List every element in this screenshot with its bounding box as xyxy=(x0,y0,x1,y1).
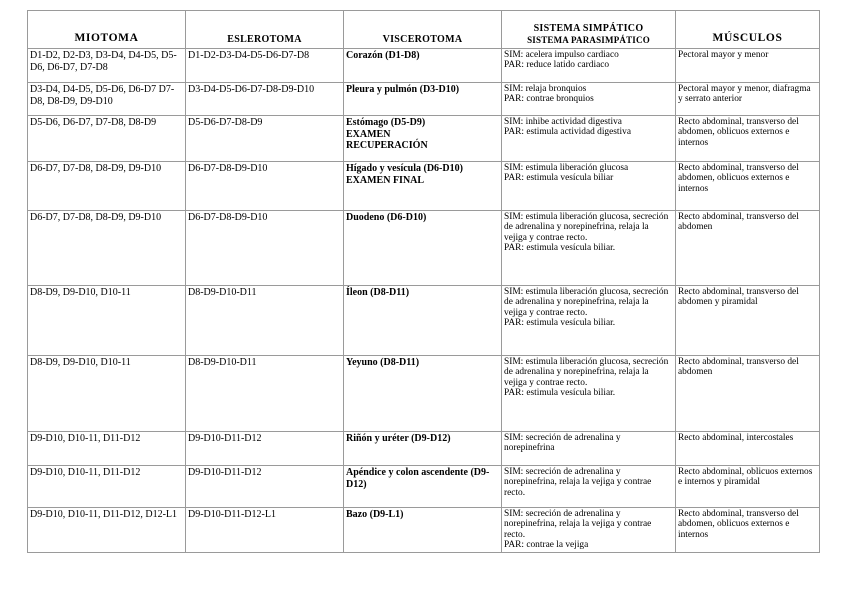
eslerotoma-cell: D8-D9-D10-D11 xyxy=(186,356,344,432)
miotoma-cell: D1-D2, D2-D3, D3-D4, D4-D5, D5-D6, D6-D7, D7-D8 xyxy=(28,49,186,83)
miotoma-cell: D8-D9, D9-D10, D10-11 xyxy=(28,286,186,356)
header-musculos: MÚSCULOS xyxy=(676,11,820,49)
table-row xyxy=(28,83,820,116)
table-row xyxy=(28,356,820,432)
sistema-cell xyxy=(502,83,676,116)
dermatome-table xyxy=(27,10,820,553)
header-sistema-parasimpatico: SISTEMA PARASIMPÁTICO xyxy=(527,34,650,45)
viscerotoma-cell xyxy=(344,432,502,466)
sistema-cell xyxy=(502,432,676,466)
viscerotoma-line: RECUPERACIÓN xyxy=(346,140,428,152)
miotoma-cell: D9-D10, D10-11, D11-D12 xyxy=(28,466,186,508)
viscerotoma-line: Duodeno (D6-D10) xyxy=(346,212,427,223)
sistema-line: SIM: estimula liberación glucosa, secreción de adrenalina y norepinefrina, relaja la vejiga y contrae recto. xyxy=(504,357,669,388)
sistema-line: SIM: estimula liberación glucosa xyxy=(504,163,629,173)
musculos-cell: Recto abdominal, transverso del abdomen xyxy=(676,356,820,432)
musculos-cell: Recto abdominal, oblicuos externos e internos y piramidal xyxy=(676,466,820,508)
eslerotoma-cell: D9-D10-D11-D12 xyxy=(186,466,344,508)
sistema-line: PAR: contrae la vejiga xyxy=(504,540,589,551)
musculos-cell: Recto abdominal, transverso del abdomen, oblicuos externos e internos xyxy=(676,162,820,211)
miotoma-cell: D9-D10, D10-11, D11-D12, D12-L1 xyxy=(28,508,186,553)
sistema-cell xyxy=(502,49,676,83)
eslerotoma-cell: D8-D9-D10-D11 xyxy=(186,286,344,356)
musculos-cell: Recto abdominal, transverso del abdomen xyxy=(676,211,820,286)
viscerotoma-cell xyxy=(344,116,502,162)
header-sistema xyxy=(502,11,676,49)
sistema-line: PAR: estimula vesícula biliar. xyxy=(504,243,616,254)
header-sistema-simpatico: SISTEMA SIMPÁTICO xyxy=(533,23,644,34)
musculos-cell: Pectoral mayor y menor xyxy=(676,49,820,83)
musculos-cell: Recto abdominal, transverso del abdomen, oblicuos externos e internos xyxy=(676,508,820,553)
table-row xyxy=(28,508,820,553)
viscerotoma-line: EXAMEN FINAL xyxy=(346,174,425,186)
viscerotoma-cell xyxy=(344,83,502,116)
sistema-line: SIM: estimula liberación glucosa, secreción de adrenalina y norepinefrina, relaja la vejiga y contrae recto. xyxy=(504,287,669,318)
header-miotoma: MIOTOMA xyxy=(28,11,186,49)
viscerotoma-cell xyxy=(344,211,502,286)
table-row xyxy=(28,211,820,286)
sistema-line: SIM: secreción de adrenalina y norepinefrina, relaja la vejiga y contrae recto. xyxy=(504,467,652,498)
miotoma-cell: D6-D7, D7-D8, D8-D9, D9-D10 xyxy=(28,211,186,286)
sistema-line: PAR: estimula actividad digestiva xyxy=(504,127,631,138)
viscerotoma-cell xyxy=(344,356,502,432)
viscerotoma-line: Yeyuno (D8-D11) xyxy=(346,357,420,368)
musculos-cell: Recto abdominal, transverso del abdomen, oblicuos externos e internos xyxy=(676,116,820,162)
eslerotoma-cell: D6-D7-D8-D9-D10 xyxy=(186,162,344,211)
eslerotoma-cell: D9-D10-D11-D12-L1 xyxy=(186,508,344,553)
viscerotoma-line: Íleon (D8-D11) xyxy=(346,287,410,298)
header-viscerotoma: VISCEROTOMA xyxy=(344,11,502,49)
viscerotoma-cell xyxy=(344,508,502,553)
sistema-line: SIM: acelera impulso cardiaco xyxy=(504,50,619,60)
viscerotoma-cell xyxy=(344,286,502,356)
sistema-line: PAR: estimula vesícula biliar. xyxy=(504,318,616,329)
sistema-cell xyxy=(502,116,676,162)
miotoma-cell: D6-D7, D7-D8, D8-D9, D9-D10 xyxy=(28,162,186,211)
viscerotoma-line: Bazo (D9-L1) xyxy=(346,509,404,520)
musculos-cell: Recto abdominal, intercostales xyxy=(676,432,820,466)
sistema-line: SIM: relaja bronquios xyxy=(504,84,587,94)
musculos-cell: Recto abdominal, transverso del abdomen y piramidal xyxy=(676,286,820,356)
miotoma-cell: D5-D6, D6-D7, D7-D8, D8-D9 xyxy=(28,116,186,162)
viscerotoma-cell xyxy=(344,162,502,211)
miotoma-cell: D3-D4, D4-D5, D5-D6, D6-D7 D7-D8, D8-D9, D9-D10 xyxy=(28,83,186,116)
sistema-cell xyxy=(502,508,676,553)
viscerotoma-line: Hígado y vesícula (D6-D10) xyxy=(346,163,463,174)
table-row xyxy=(28,432,820,466)
header-row xyxy=(28,11,820,49)
viscerotoma-line: EXAMEN xyxy=(346,128,391,140)
sistema-line: PAR: contrae bronquios xyxy=(504,94,594,105)
viscerotoma-line: Pleura y pulmón (D3-D10) xyxy=(346,84,460,95)
miotoma-cell: D8-D9, D9-D10, D10-11 xyxy=(28,356,186,432)
musculos-cell: Pectoral mayor y menor, diafragma y serrato anterior xyxy=(676,83,820,116)
table-row xyxy=(28,116,820,162)
sistema-cell xyxy=(502,286,676,356)
sistema-cell xyxy=(502,466,676,508)
sistema-line: PAR: estimula vesícula biliar. xyxy=(504,388,616,399)
eslerotoma-cell: D6-D7-D8-D9-D10 xyxy=(186,211,344,286)
table-row xyxy=(28,466,820,508)
eslerotoma-cell: D3-D4-D5-D6-D7-D8-D9-D10 xyxy=(186,83,344,116)
sistema-cell xyxy=(502,162,676,211)
table-row xyxy=(28,49,820,83)
table-row xyxy=(28,162,820,211)
sistema-line: SIM: estimula liberación glucosa, secreción de adrenalina y norepinefrina, relaja la vejiga y contrae recto. xyxy=(504,212,669,243)
viscerotoma-line: Corazón (D1-D8) xyxy=(346,50,420,61)
eslerotoma-cell: D5-D6-D7-D8-D9 xyxy=(186,116,344,162)
eslerotoma-cell: D9-D10-D11-D12 xyxy=(186,432,344,466)
viscerotoma-line: Estómago (D5-D9) xyxy=(346,117,426,128)
viscerotoma-cell xyxy=(344,49,502,83)
sistema-cell xyxy=(502,356,676,432)
sistema-line: SIM: secreción de adrenalina y norepinefrina, relaja la vejiga y contrae recto. xyxy=(504,509,652,540)
header-eslerotoma: ESLEROTOMA xyxy=(186,11,344,49)
sistema-line: PAR: estimula vesícula biliar xyxy=(504,173,614,184)
miotoma-cell: D9-D10, D10-11, D11-D12 xyxy=(28,432,186,466)
viscerotoma-cell xyxy=(344,466,502,508)
viscerotoma-line: Riñón y uréter (D9-D12) xyxy=(346,433,451,444)
sistema-line: SIM: inhibe actividad digestiva xyxy=(504,117,622,127)
viscerotoma-line: Apéndice y colon ascendente (D9-D12) xyxy=(346,467,490,490)
eslerotoma-cell: D1-D2-D3-D4-D5-D6-D7-D8 xyxy=(186,49,344,83)
table-row xyxy=(28,286,820,356)
sistema-line: SIM: secreción de adrenalina y norepinefrina xyxy=(504,433,621,454)
sistema-line: PAR: reduce latido cardiaco xyxy=(504,60,610,71)
sistema-cell xyxy=(502,211,676,286)
